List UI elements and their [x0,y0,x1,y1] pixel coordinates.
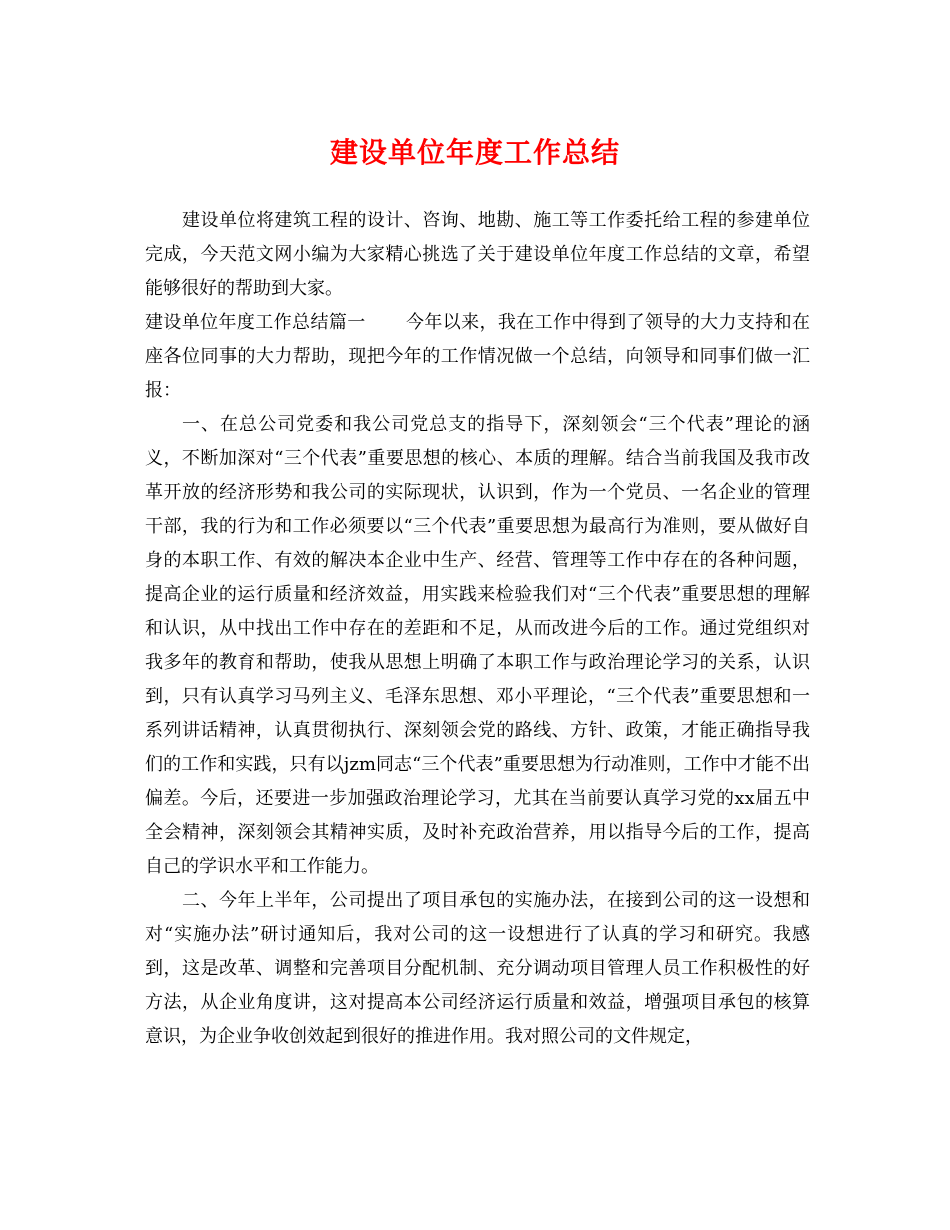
body-paragraph-1: 一、在总公司党委和我公司党总支的指导下，深刻领会“三个代表”理论的涵义，不断加深对“三个代表”重要思想的核心、本质的理解。结合当前我国及我市改革开放的经济形势和我公司的实际现状，认识到，作为一个党员、一名企业的管理干部，我的行为和工作必须要以“三个代表”重要思想为最高行为准则，要从做好自身的本职工作、有效的解决本企业中生产、经营、管理等工作中存在的各种问题，提高企业的运行质量和经济效益，用实践来检验我们对“三个代表”重要思想的理解和认识，从中找出工作中存在的差距和不足，从而改进今后的工作。通过党组织对我多年的教育和帮助，使我从思想上明确了本职工作与政治理论学习的关系，认识到，只有认真学习马列主义、毛泽东思想、邓小平理论，“三个代表”重要思想和一系列讲话精神，认真贯彻执行、深刻领会党的路线、方针、政策，才能正确指导我们的工作和实践，只有以jzm同志“三个代表”重要思想为行动准则，工作中才能不出偏差。今后，还要进一步加强政治理论学习，尤其在当前要认真学习党的xx届五中全会精神，深刻领会其精神实质，及时补充政治营养，用以指导今后的工作，提高自己的学识水平和工作能力。 [145,414,810,877]
intro-paragraph: 建设单位将建筑工程的设计、咨询、地勘、施工等工作委托给工程的参建单位完成，今天范文网小编为大家精心挑选了关于建设单位年度工作总结的文章，希望能够很好的帮助到大家。 [145,210,810,299]
section-paragraph [145,306,810,408]
section-opening: 今年以来，我在工作中得到了领导的大力支持和在座各位同事的大力帮助，现把今年的工作情况做一个总结，向领导和同事们做一汇报： [145,312,811,401]
document-title: 建设单位年度工作总结 [329,136,620,169]
document-body [145,204,810,1054]
body-paragraph-2: 二、今年上半年，公司提出了项目承包的实施办法，在接到公司的这一设想和对“实施办法”研讨通知后，我对公司的这一设想进行了认真的学习和研究。我感到，这是改革、调整和完善项目分配机制、充分调动项目管理人员工作积极性的好方法，从企业角度讲，这对提高本公司经济运行质量和效益，增强项目承包的核算意识，为企业争收创效起到很好的推进作用。我对照公司的文件规定， [145,890,810,1047]
section-heading: 建设单位年度工作总结篇一 [145,312,366,333]
